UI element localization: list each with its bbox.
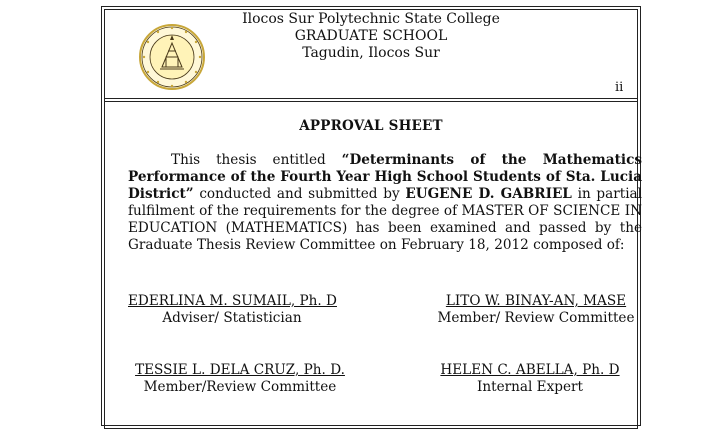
signatory-role: Internal Expert (477, 379, 583, 395)
signatory-name: LITO W. BINAY-AN, MASE (445, 293, 627, 309)
signatory-name: EDERLINA M. SUMAIL, Ph. D (128, 293, 337, 309)
school-name: GRADUATE SCHOOL (294, 28, 448, 44)
institution-name: Ilocos Sur Polytechnic State College (242, 11, 500, 27)
header-divider-inner (104, 101, 638, 102)
body-prefix: This thesis entitled (171, 152, 342, 168)
body-suffix: in partial fulfilment of the requirements for the degree of MASTER OF SCIENCE IN EDUCATION (MATHEMATICS) has been examined and passed by the Graduate Thesis Review Committee on February 18, 2012 composed of: (128, 186, 642, 253)
approval-paragraph (128, 152, 642, 254)
signatory-role: Member/Review Committee (143, 379, 337, 395)
signatory-member-1 (432, 293, 640, 327)
author-name: EUGENE D. GABRIEL (405, 186, 572, 202)
signatory-internal-expert (432, 362, 628, 396)
thesis-title: “Determinants of the Mathematics Performance of the Fourth Year High School Students of Sta. Lucia District” (128, 152, 642, 202)
signatory-role: Adviser/ Statistician (162, 310, 302, 326)
body-mid: conducted and submitted by (193, 186, 406, 202)
header-divider (104, 98, 638, 99)
signatory-role: Member/ Review Committee (437, 310, 635, 326)
signatory-name: HELEN C. ABELLA, Ph. D (440, 362, 620, 378)
signatory-member-2 (132, 362, 348, 396)
school-location: Tagudin, Ilocos Sur (302, 45, 440, 61)
signatory-name: TESSIE L. DELA CRUZ, Ph. D. (135, 362, 345, 378)
signatory-adviser (128, 293, 336, 327)
page-number: ii (615, 80, 624, 95)
document-title: APPROVAL SHEET (299, 118, 443, 134)
